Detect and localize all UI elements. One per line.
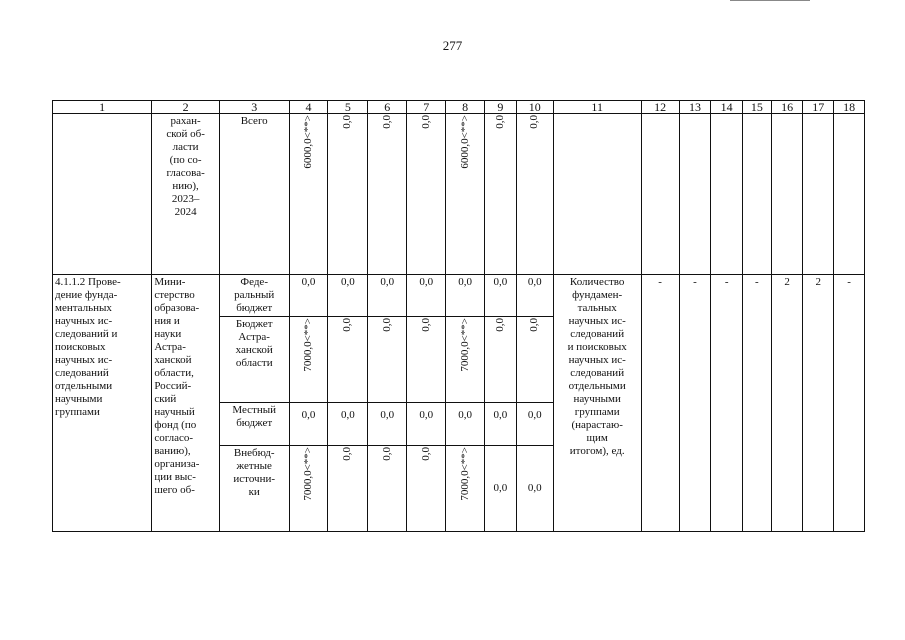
header-row [53, 101, 865, 114]
value-cell: 0,0 [289, 403, 328, 446]
value-cell: 0,0 [446, 403, 485, 446]
value-cell [328, 446, 368, 532]
header-cell: 3 [219, 101, 289, 114]
target-cell: - [679, 275, 711, 532]
value-cell: 0,0 [485, 275, 517, 317]
value-cell [289, 317, 328, 403]
value-text: 0,0 [528, 318, 541, 332]
value-cell: 0,0 [485, 446, 517, 532]
value-cell: 0,0 [516, 275, 553, 317]
value-cell: 0,0 [289, 275, 328, 317]
value-cell: 0,0 [516, 403, 553, 446]
value-cell [407, 114, 446, 275]
value-cell [368, 114, 407, 275]
value-cell [446, 446, 485, 532]
header-cell: 10 [516, 101, 553, 114]
target-cell-empty [641, 114, 679, 275]
value-cell: 0,0 [516, 446, 553, 532]
header-cell: 1 [53, 101, 152, 114]
target-cell: - [834, 275, 865, 532]
value-cell [446, 114, 485, 275]
value-text: 0,0 [493, 318, 506, 332]
value-cell [407, 317, 446, 403]
value-text: 0,0 [493, 115, 506, 129]
target-cell: - [711, 275, 743, 532]
value-cell: 0,0 [328, 275, 368, 317]
target-cell-empty [771, 114, 803, 275]
source-cell: Местный бюджет [219, 403, 289, 446]
target-cell: 2 [803, 275, 834, 532]
value-cell [328, 317, 368, 403]
header-cell: 4 [289, 101, 328, 114]
source-cell: Феде- ральный бюджет [219, 275, 289, 317]
value-text: 7000,0<**> [458, 318, 471, 372]
table-row-federal [53, 275, 865, 317]
program-table [52, 100, 865, 532]
target-cell-empty [679, 114, 711, 275]
target-cell: - [641, 275, 679, 532]
header-cell: 5 [328, 101, 368, 114]
value-cell [289, 114, 328, 275]
value-text: 7000,0<**> [301, 318, 314, 372]
value-text: 6000,0<**> [301, 115, 314, 169]
source-cell: Внебюд- жетные источни- ки [219, 446, 289, 532]
header-cell: 13 [679, 101, 711, 114]
value-cell [485, 317, 517, 403]
source-cell: Всего [219, 114, 289, 275]
target-cell-empty [711, 114, 743, 275]
value-text: 0,0 [341, 115, 354, 129]
value-cell [446, 317, 485, 403]
value-cell: 0,0 [485, 403, 517, 446]
header-cell: 12 [641, 101, 679, 114]
item-cell: 4.1.1.2 Прове- дение фунда- ментальных научных ис- следований и поисковых научных ис- следований отдельными научными группами [53, 275, 152, 532]
header-cell: 15 [743, 101, 772, 114]
header-cell: 2 [152, 101, 220, 114]
target-cell-empty [743, 114, 772, 275]
value-text: 6000,0<**> [458, 115, 471, 169]
value-text: 0,0 [419, 318, 432, 332]
header-cell: 18 [834, 101, 865, 114]
scan-edge-line [730, 0, 810, 1]
target-cell: - [743, 275, 772, 532]
value-text: 7000,0<**> [301, 447, 314, 501]
value-cell [328, 114, 368, 275]
value-cell: 0,0 [368, 403, 407, 446]
item-cell-empty [53, 114, 152, 275]
value-text: 0,0 [380, 115, 393, 129]
value-cell [485, 114, 517, 275]
header-cell: 16 [771, 101, 803, 114]
header-cell: 7 [407, 101, 446, 114]
value-cell: 0,0 [368, 275, 407, 317]
value-cell [516, 114, 553, 275]
header-cell: 17 [803, 101, 834, 114]
value-cell [368, 317, 407, 403]
value-text: 0,0 [341, 318, 354, 332]
page-number: 277 [442, 38, 463, 53]
value-text: 0,0 [528, 115, 541, 129]
value-text: 0,0 [380, 447, 393, 461]
value-cell [516, 317, 553, 403]
executor-cell: Мини- стерство образова- ния и науки Астра- ханской области, Россий- ский научный фонд (по согласо- ванию), организа- ции выс- шего об- [152, 275, 220, 532]
value-cell: 0,0 [446, 275, 485, 317]
target-cell-empty [834, 114, 865, 275]
target-cell: 2 [771, 275, 803, 532]
value-text: 0,0 [380, 318, 393, 332]
value-cell: 0,0 [407, 275, 446, 317]
value-cell [289, 446, 328, 532]
value-cell: 0,0 [407, 403, 446, 446]
header-cell: 11 [553, 101, 641, 114]
header-cell: 8 [446, 101, 485, 114]
indicator-cell: Количество фундамен- тальных научных ис- следований и поисковых научных ис- следований отдельными научными группами (нарастаю- щим итогом), ед. [553, 275, 641, 532]
value-text: 7000,0<**> [458, 447, 471, 501]
value-text: 0,0 [419, 115, 432, 129]
header-cell: 6 [368, 101, 407, 114]
source-cell: Бюджет Астра- ханской области [219, 317, 289, 403]
table-row-continuation [53, 114, 865, 275]
value-text: 0,0 [419, 447, 432, 461]
executor-cell: рахан- ской об- ласти (по со- гласова- нию), 2023– 2024 [152, 114, 220, 275]
value-cell [407, 446, 446, 532]
indicator-cell-empty [553, 114, 641, 275]
header-cell: 14 [711, 101, 743, 114]
value-text: 0,0 [341, 447, 354, 461]
value-cell: 0,0 [328, 403, 368, 446]
header-cell: 9 [485, 101, 517, 114]
target-cell-empty [803, 114, 834, 275]
value-cell [368, 446, 407, 532]
